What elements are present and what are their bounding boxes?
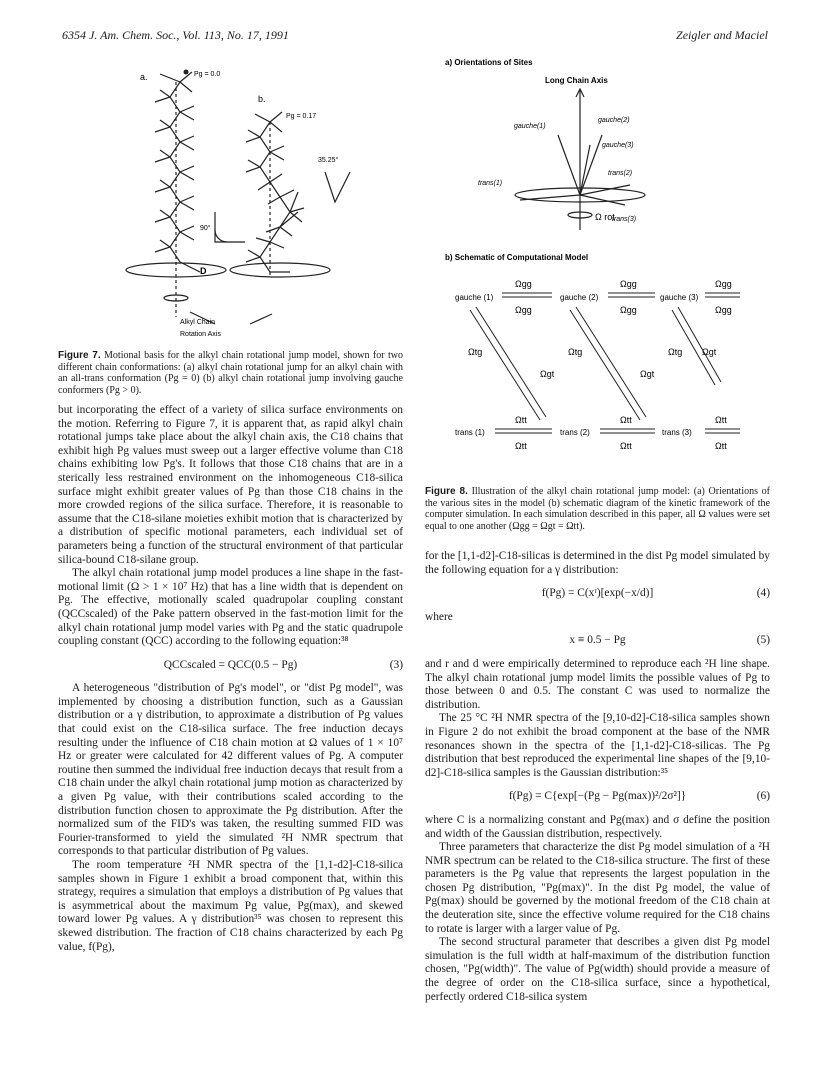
figure-8 bbox=[440, 55, 770, 475]
fig8a-gauche3: gauche(3) bbox=[602, 142, 634, 149]
fig8b-omega-gt-2: Ωgt bbox=[640, 369, 655, 379]
equation-5 bbox=[425, 634, 770, 648]
fig7-caption-text: Motional basis for the alkyl chain rotational jump model, shown for two different chain conformations: (a) alkyl chain rotational jump for an alkyl chain with an all-trans conformation (Pg = 0) (b) alkyl chain rotational jump involving gauche conformers (Pg > 0). bbox=[58, 350, 403, 396]
fig8b-omega-tt-3: Ωtt bbox=[620, 415, 632, 425]
right-paragraph-6: The second structural parameter that describes a given dist Pg model simulation is the full width at half-maximum of the distribution function chosen, "Pg(width)". The value of Pg(width) should provide a measure of the degree of order on the C18-silica surface, since a hypothetical, perfectly ordered C18-silica system bbox=[425, 936, 770, 1003]
fig8b-trans3: trans (3) bbox=[662, 428, 692, 437]
fig8b-trans1: trans (1) bbox=[455, 428, 485, 437]
fig8b-omega-tt-1: Ωtt bbox=[515, 415, 527, 425]
right-paragraph-2: and r and d were empirically determined to reproduce each ²H line shape. The alkyl chain rotational jump model limits the possible values of Pg to those between 0 and 0.5. The constant C was used to normalize the distribution. bbox=[425, 657, 770, 711]
fig8a-trans2: trans(2) bbox=[608, 170, 633, 177]
left-paragraph-2: The alkyl chain rotational jump model produces a line shape in the fast-motional limit (Ω > 1 × 10⁷ Hz) that has a line width that is dependent on Pg. The effective, motionally scaled quadrupolar coupling constant (QCCscaled) of the Pake pattern observed in the fast-motion limit for the alkyl chain rotational jump model varies with Pg and the static quadrupole coupling constant (QCC) according to the following equation:³⁸ bbox=[58, 567, 403, 648]
fig7-label-a: a. bbox=[140, 72, 148, 82]
fig8b-title: b) Schematic of Computational Model bbox=[445, 253, 589, 262]
fig7-angle-90: 90° bbox=[200, 225, 211, 232]
equation-4-number: (4) bbox=[756, 587, 770, 600]
fig8-caption-label: Figure 8. bbox=[425, 486, 468, 497]
fig7-angle-35: 35.25° bbox=[318, 157, 339, 164]
fig7-label-b: b. bbox=[258, 94, 266, 104]
fig8b-omega-gt-3: Ωgt bbox=[702, 347, 717, 357]
fig7-axis-label-1: Alkyl Chain bbox=[180, 319, 216, 326]
fig8b-omega-tg-1: Ωtg bbox=[468, 347, 483, 357]
left-paragraph-1: but incorporating the effect of a variety of silica surface environments on the motion. Referring to Figure 7, it is apparent that, as rapid alkyl chain rotational jumps take place about the alkyl chain axis, the C18 chains that exhibit high Pg values must sweep out a larger effective volume than C18 chains exhibiting low Pg's. It follows that those C18 chains that are in a sterically less restrained environment on the inhomogeneous C18-silica surface might exhibit greater values of Pg than those C18 chains in the more crowded regions of the silica surface. Therefore, it is reasonable to assume that the C18-silane moieties exhibit motion that is characterized by a distribution of specific motional parameters, each individual set of parameters being a function of the structural environment of that particular silica-bound C18-silane group. bbox=[58, 404, 403, 566]
fig8a-long-axis: Long Chain Axis bbox=[545, 76, 608, 85]
right-column bbox=[425, 550, 770, 1004]
equation-6 bbox=[425, 790, 770, 804]
equation-3 bbox=[58, 659, 403, 673]
figure-8-caption bbox=[425, 486, 770, 532]
left-paragraph-3: A heterogeneous "distribution of Pg's model", or "dist Pg model", was implemented by choosing a distribution function, such as a Gaussian distribution or a γ distribution, to approximate a distribution of Pg values that could exist on the C18-silica surface. The free induction decays resulting under the influence of C18 chain motion at Ω values of 1 × 10⁷ Hz or greater were calculated for 42 different values of Pg. A computer routine then summed the individual free induction decays that result from a C18 chain under the alkyl chain rotational jump motion as characterized by a given Pg value, with their contributions scaled according to the distribution function chosen to approximate the Pg distribution. After the normalized sum of the FID's was taken, the resulting summed FID was Fourier-transformed to yield the simulated ²H NMR spectrum that corresponds to that particular distribution of Pg values. bbox=[58, 682, 403, 858]
fig8b-gauche1: gauche (1) bbox=[455, 293, 494, 302]
where-label: where bbox=[425, 610, 453, 623]
fig8-caption-text: Illustration of the alkyl chain rotational jump model: (a) Orientations of the various sites in the model (b) schematic diagram of the kinetic framework of the computer simulation. In each simulation described in this paper, all Ω values were set equal to one another (Ωgg = Ωgt = Ωtt). bbox=[425, 486, 771, 532]
figure-7-caption bbox=[58, 350, 403, 396]
fig8b-omega-gt-1: Ωgt bbox=[540, 369, 555, 379]
equation-6-number: (6) bbox=[756, 790, 770, 803]
right-paragraph-1: for the [1,1-d2]-C18-silicas is determined in the dist Pg model simulated by the following equation for a γ distribution: bbox=[425, 550, 770, 576]
equation-5-number: (5) bbox=[756, 634, 770, 647]
figure-7 bbox=[120, 62, 370, 342]
equation-6-text: f(Pg) = C{exp[−(Pg − Pg(max))²/2σ²]} bbox=[508, 790, 687, 803]
equation-4 bbox=[425, 587, 770, 601]
fig8b-omega-gg-3: Ωgg bbox=[620, 279, 637, 289]
equation-5-text: x ≡ 0.5 − Pg bbox=[569, 634, 626, 647]
right-paragraph-5: Three parameters that characterize the dist Pg model simulation of a ²H NMR spectrum can be related to the C18-silica structure. The first of these parameters is the Pg value that represents the largest population in the chosen Pg distribution, "Pg(max)". In the dist Pg model, the value of Pg(max) should be governed by the motional freedom of the C18 chain at the deuteration site, since the effective volume required for the C18 chains to rotate is larger with a larger value of Pg. bbox=[425, 841, 770, 935]
fig8b-omega-tt-4: Ωtt bbox=[620, 441, 632, 451]
fig7-pg-b: Pg = 0.17 bbox=[286, 113, 317, 120]
fig8b-omega-tg-2: Ωtg bbox=[568, 347, 583, 357]
fig8b-gauche2: gauche (2) bbox=[560, 293, 599, 302]
fig8b-omega-tt-6: Ωtt bbox=[715, 441, 727, 451]
fig8b-omega-gg-6: Ωgg bbox=[715, 305, 732, 315]
fig8b-omega-gg-1: Ωgg bbox=[515, 279, 532, 289]
fig8a-title: a) Orientations of Sites bbox=[445, 58, 533, 67]
left-column bbox=[58, 404, 403, 954]
fig8b-omega-gg-2: Ωgg bbox=[515, 305, 532, 315]
fig8b-omega-tt-5: Ωtt bbox=[715, 415, 727, 425]
fig8a-gauche1: gauche(1) bbox=[514, 123, 546, 130]
equation-3-number: (3) bbox=[389, 658, 403, 671]
figure-7-diagram bbox=[120, 62, 370, 342]
fig8b-trans2: trans (2) bbox=[560, 428, 590, 437]
fig8a-gauche2: gauche(2) bbox=[598, 117, 630, 124]
fig7-axis-label-2: Rotation Axis bbox=[180, 331, 221, 338]
fig8b-omega-gg-5: Ωgg bbox=[715, 279, 732, 289]
running-header-right: Zeigler and Maciel bbox=[676, 28, 768, 42]
left-paragraph-4: The room temperature ²H NMR spectra of the [1,1-d2]-C18-silica samples shown in Figure 1 exhibit a broad component that, within this strategy, requires a simulation that employs a distribution of Pg values that is asymmetrical about the maximum Pg value, Pg(max), and skewed toward lower Pg values. A γ distribution³⁵ was chosen to represent this skewed distribution. The fraction of C18 chains characterized by each Pg value, f(Pg), bbox=[58, 859, 403, 953]
right-paragraph-3: The 25 °C ²H NMR spectra of the [9,10-d2]-C18-silica samples shown in Figure 2 do not exhibit the broad component at the base of the NMR resonances shown in the spectra of the [1,1-d2]-C18-silicas. The Pg distribution that best reproduced the experimental line shapes of the [9,10-d2]-C18-silica samples is the Gaussian distribution:³⁵ bbox=[425, 712, 770, 779]
equation-4-text: f(Pg) = C(xʳ)[exp(−x/d)] bbox=[541, 587, 654, 600]
fig8b-gauche3: gauche (3) bbox=[660, 293, 699, 302]
fig8b-omega-tg-3: Ωtg bbox=[668, 347, 683, 357]
right-paragraph-4: where C is a normalizing constant and Pg(max) and σ define the position and width of the Gaussian distribution, respectively. bbox=[425, 813, 770, 840]
fig8a-trans3: trans(3) bbox=[612, 216, 637, 223]
fig8a-trans1: trans(1) bbox=[478, 180, 503, 187]
fig8b-omega-gg-4: Ωgg bbox=[620, 305, 637, 315]
figure-8-diagram bbox=[440, 55, 770, 475]
fig8b-omega-tt-2: Ωtt bbox=[515, 441, 527, 451]
fig7-pg-a: Pg = 0.0 bbox=[194, 71, 221, 78]
fig8a-omega-rot: Ω rot bbox=[595, 212, 615, 222]
fig7-caption-label: Figure 7. bbox=[58, 350, 101, 361]
fig7-d-label: D bbox=[200, 266, 207, 276]
running-header-left: 6354 J. Am. Chem. Soc., Vol. 113, No. 17, 1991 bbox=[62, 28, 289, 42]
equation-3-text: QCCscaled = QCC(0.5 − Pg) bbox=[163, 658, 298, 671]
